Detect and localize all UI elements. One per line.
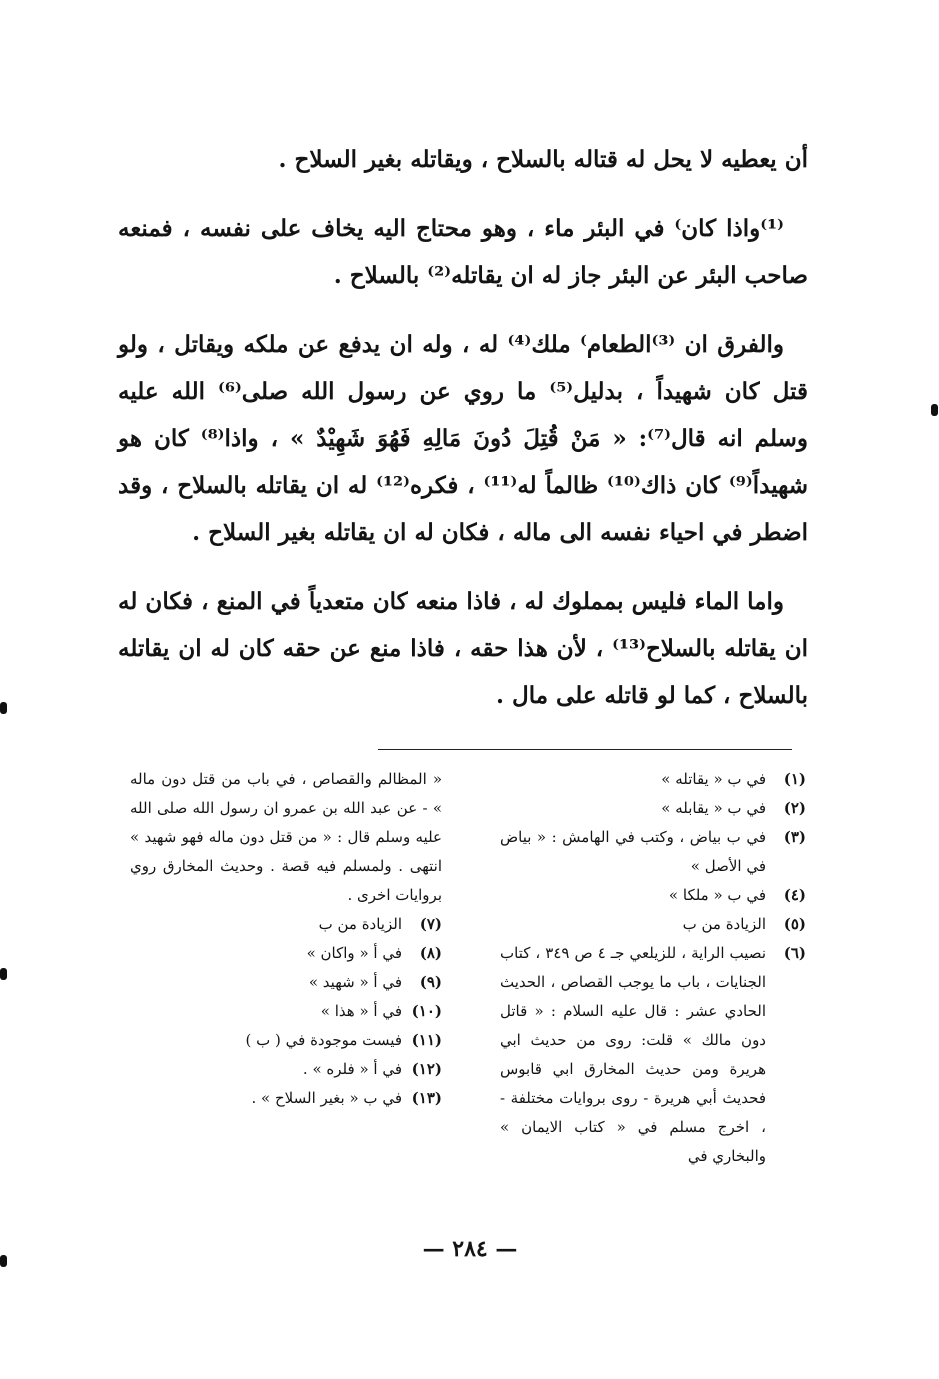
footnote-item <box>130 910 442 939</box>
footnote-text: الزيادة من ب <box>682 915 766 933</box>
footnote-number: (١٠) <box>411 1002 442 1020</box>
footnote-number: (٦) <box>783 944 806 962</box>
scan-edge-mark <box>0 1255 7 1267</box>
footnote-item <box>500 765 806 794</box>
paragraph: ⁽¹⁾واذا كان⁾ في البئر ماء ، وهو محتاج اليه يخاف على نفسه ، فمنعه صاحب البئر عن البئر جاز له ان يقاتله⁽²⁾ بالسلاح . <box>118 215 808 289</box>
footnote-item <box>130 1055 442 1084</box>
footnote-item <box>500 823 806 881</box>
footnote-item <box>130 939 442 968</box>
footnote-number: (١٣) <box>411 1089 442 1107</box>
footnote-item <box>500 794 806 823</box>
footnote-text: فيست موجودة في ( ب ) <box>245 1031 402 1049</box>
footnote-text: في ب « بغير السلاح » . <box>251 1089 402 1107</box>
page-number: — ٢٨٤ — <box>422 1236 518 1262</box>
footnote-item <box>500 939 806 1171</box>
footnote-item <box>130 968 442 997</box>
footnote-item <box>130 1026 442 1055</box>
footnote-text: في أ « فلره » . <box>302 1060 402 1078</box>
footnote-text: في ب بياض ، وكتب في الهامش : « بياض في الأصل » <box>500 828 766 875</box>
footnote-continuation: « المظالم والقصاص ، في باب من قتل دون ماله » - عن عبد الله بن عمرو ان رسول الله صلى الله عليه وسلم قال : « من قتل دون ماله فهو شهيد » انتهى . ولمسلم فيه قصة . وحديث المخارق روي بروايات اخرى . <box>130 770 442 904</box>
footnote-text: في أ « واكان » <box>306 944 402 962</box>
footnote-number: (٢) <box>783 799 806 817</box>
footnote-item <box>500 881 806 910</box>
footnote-text: نصيب الراية ، للزيلعي جـ ٤ ص ٣٤٩ ، كتاب الجنايات ، باب ما يوجب القصاص ، الحديث الحادي عشر : قال عليه السلام : « قاتل دون مالك » قلت: روى من حديث ابي هريرة ومن حديث المخارق ابي قابوس فحديث أبي هريرة - روى بروايات مختلفة - ، اخرج مسلم في « كتاب الايمان » والبخاري في <box>500 944 766 1165</box>
main-text <box>118 136 808 741</box>
scan-edge-mark <box>931 404 938 416</box>
footnote-separator <box>378 749 792 750</box>
footnote-text: في أ « هذا » <box>320 1002 402 1020</box>
paragraph: والفرق ان ⁽³⁾الطعام⁾ ملك⁽⁴⁾ له ، وله ان يدفع عن ملكه ويقاتل ، ولو قتل كان شهيداً ، بدليل⁽⁵⁾ ما روي عن رسول الله صلى⁽⁶⁾ الله عليه وسلم انه قال⁽⁷⁾: « مَنْ قُتِلَ دُونَ مَالِهِ فَهُوَ شَهِيْدٌ » ، واذا⁽⁸⁾ كان هو شهيداً⁽⁹⁾ كان ذاك⁽¹⁰⁾ ظالماً له⁽¹¹⁾ ، فكره⁽¹²⁾ له ان يقاتله بالسلاح ، وقد اضطر في احياء نفسه الى ماله ، فكان له ان يقاتله بغير السلاح . <box>118 331 809 546</box>
footnote-number: (٨) <box>419 944 442 962</box>
footnote-text: في ب « ملكا » <box>668 886 766 904</box>
footnote-number: (١١) <box>411 1031 442 1049</box>
footnote-number: (٧) <box>419 915 442 933</box>
paragraph: واما الماء فليس بمملوك له ، فاذا منعه كان متعدياً في المنع ، فكان له ان يقاتله بالسلاح⁽¹³⁾ ، لأن هذا حقه ، فاذا منع عن حقه كان له ان يقاتله بالسلاح ، كما لو قاتله على مال . <box>118 588 808 709</box>
footnotes-right-column <box>500 765 806 1171</box>
footnote-number: (٥) <box>783 915 806 933</box>
footnote-text: في ب « يقاتله » <box>661 770 766 788</box>
scan-edge-mark <box>0 968 7 980</box>
footnote-number: (٣) <box>783 828 806 846</box>
paragraph: أن يعطيه لا يحل له قتاله بالسلاح ، ويقاتله بغير السلاح . <box>278 146 808 173</box>
footnote-number: (١٢) <box>411 1060 442 1078</box>
footnote-text: في أ « شهيد » <box>308 973 402 991</box>
footnote-item <box>130 997 442 1026</box>
footnote-number: (١) <box>783 770 806 788</box>
footnote-text: الزيادة من ب <box>318 915 402 933</box>
footnote-number: (٩) <box>419 973 442 991</box>
footnote-text: في ب « يقابله » <box>661 799 766 817</box>
footnote-number: (٤) <box>783 886 806 904</box>
footnote-item <box>500 910 806 939</box>
scan-edge-mark <box>0 702 7 714</box>
footnote-item <box>130 1084 442 1113</box>
footnotes-left-column <box>130 765 442 1113</box>
